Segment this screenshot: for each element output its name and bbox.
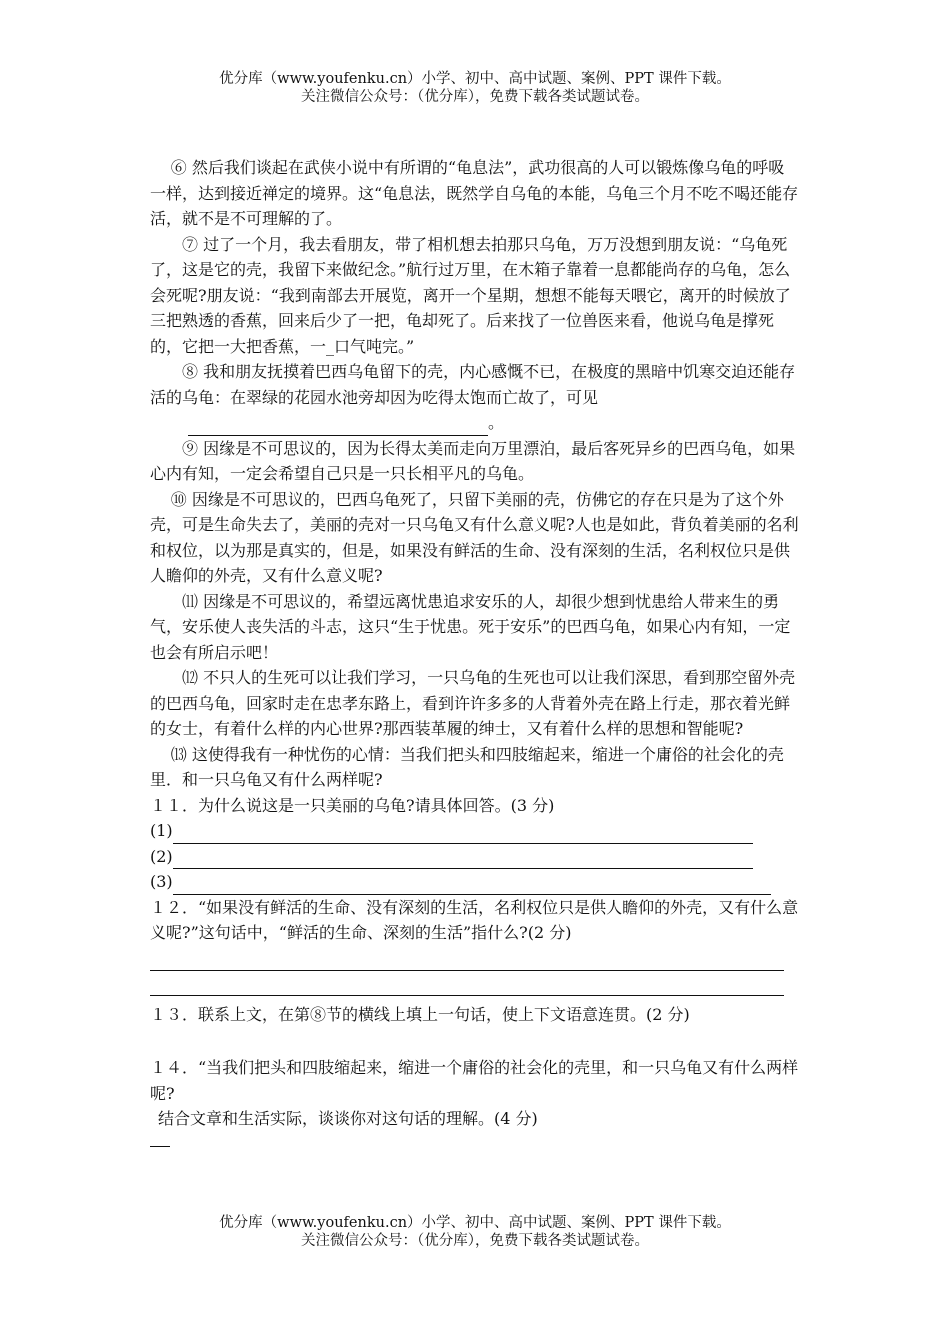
paragraph-8-fill-blank[interactable] [188,417,488,436]
answer-row-2 [150,844,800,870]
answer-label-1: (1) [150,821,173,840]
footer-line-2: 关注微信公众号：（优分库），免费下载各类试题试卷。 [301,1233,649,1249]
paragraph-10: ⑩ 因缘是不可思议的，巴西乌龟死了，只留下美丽的壳，仿佛它的存在只是为了这个外壳，可是生命失去了，美丽的壳对一只乌龟又有什么意义呢?人也是如此，背负着美丽的名利和权位，以为那是真实的，但是，如果没有鲜活的生命、没有深刻的生活，名利权位只是供人瞻仰的外壳，又有什么意义呢? [150,489,799,585]
answer-row-1 [150,818,800,844]
question-12: １２．“如果没有鲜活的生命、没有深刻的生活，名利权位只是供人瞻仰的外壳，又有什么意义呢?”这句话中，“鲜活的生命、深刻的生活”指什么?(2 分) [150,897,799,942]
question-14-instruction: 结合文章和生活实际，谈谈你对这句话的理解。(4 分) [158,1109,538,1128]
answer-row-3 [150,869,800,895]
paragraph-7: ⑦ 过了一个月，我去看朋友，带了相机想去拍那只乌龟，万万没想到朋友说：“乌龟死了，这是它的壳，我留下来做纪念。”航行过万里，在木箱子靠着一息都能尚存的乌龟，怎么会死呢?朋友说：“我到南部去开展览，离开一个星期，想想不能每天喂它，离开的时候放了三把熟透的香蕉，回来后少了一把，龟却死了。后来找了一位兽医来看，他说乌龟是撑死的，它把一大把香蕉，一_口气吨完。” [150,234,791,356]
page-footer [0,1214,950,1250]
answer-line-3[interactable] [173,878,771,895]
header-line-1: 优分库（www.youfenku.cn）小学、初中、高中试题、案例、PPT 课件下载。 [219,71,731,87]
answer-line-2[interactable] [173,852,753,869]
article-body [150,155,800,1147]
answer-label-2: (2) [150,846,173,866]
paragraph-8-text: ⑧ 我和朋友抚摸着巴西乌龟留下的壳，内心感慨不已，在极度的黑暗中饥寒交迫还能存活的乌龟：在翠绿的花园水池旁却因为吃得太饱而亡故了，可见 [150,362,796,407]
header-line-2: 关注微信公众号：（优分库），免费下载各类试题试卷。 [301,89,649,105]
answer-line-1[interactable] [173,827,753,844]
paragraph-13: ⒀ 这使得我有一种忧伤的心情：当我们把头和四肢缩起来，缩进一个庸俗的社会化的壳里．和一只乌龟又有什么两样呢? [150,744,784,789]
paragraph-8-end: 。 [488,413,505,432]
paragraph-11: ⑾ 因缘是不可思议的，希望远离忧患追求安乐的人，却很少想到忧患给人带来生的勇气，安乐使人丧失活的斗志，这只“生于忧患。死于安乐”的巴西乌龟，如果心内有知，一定也会有所启示吧！ [150,591,791,662]
paragraph-12: ⑿ 不只人的生死可以让我们学习，一只乌龟的生死也可以让我们深思，看到那空留外壳的巴西乌龟，回家时走在忠孝东路上，看到许许多多的人背着外壳在路上行走，那衣着光鲜的女士，有着什么样的内心世界?那西装革履的绅士，又有着什么样的思想和智能呢? [150,668,796,738]
question-14: １４．“当我们把头和四肢缩起来，缩进一个庸俗的社会化的壳里，和一只乌龟又有什么两样呢? [150,1058,799,1103]
paragraph-6: ⑥ 然后我们谈起在武侠小说中有所谓的“龟息法”，武功很高的人可以锻炼像乌龟的呼吸一样，达到接近禅定的境界。这“龟息法，既然学自乌龟的本能，乌龟三个月不吃不喝还能存活，就不是不可理解的了。 [150,158,799,228]
paragraph-8-blank-row [150,410,800,436]
paragraph-9: ⑨ 因缘是不可思议的，因为长得太美而走向万里漂泊，最后客死异乡的巴西乌龟，如果心内有知，一定会希望自己只是一只长相平凡的乌龟。 [150,438,796,483]
footer-line-1: 优分库（www.youfenku.cn）小学、初中、高中试题、案例、PPT 课件下载。 [219,1215,731,1231]
question-13: １３．联系上文，在第⑧节的横线上填上一句话，使上下文语意连贯。(2 分) [150,1004,690,1024]
paragraph-8 [150,359,800,410]
answer-label-3: (3) [150,872,173,891]
question-11: １１．为什么说这是一只美丽的乌龟?请具体回答。(3 分) [150,795,555,815]
q14-answer-dash[interactable] [150,1146,170,1147]
page-header [0,70,950,106]
